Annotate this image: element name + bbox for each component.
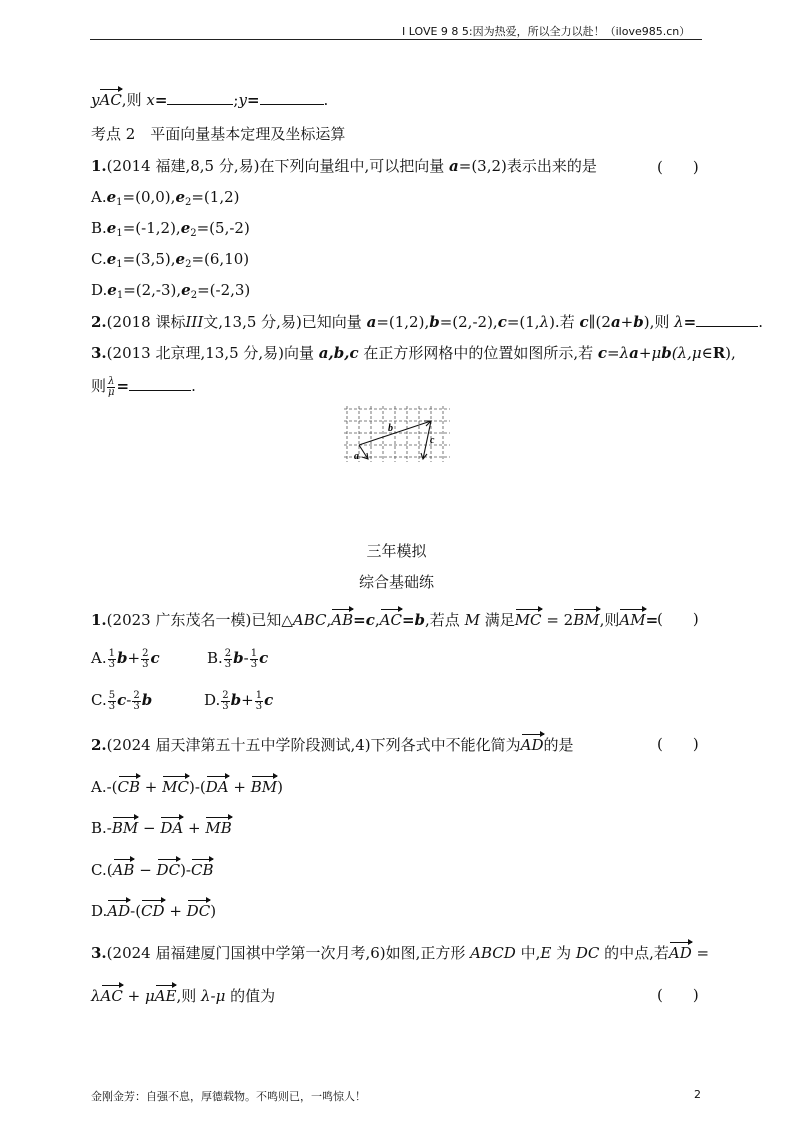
mock-question-3-stem: 3.(2024 届福建厦门国祺中学第一次月考,6)如图,正方形 ABCD 中,E 为 DC 的中点,若AD = [91,941,709,963]
q1-option-d[interactable]: $D.e_1=(2,-3),e_2=(-2,3)$ [91,281,251,301]
label-b: b [388,423,393,434]
vector-ac: AC [99,88,121,110]
page-header: I LOVE 9 8 5:因为热爱，所以全力以赴！（ilove985.cn） [402,25,691,38]
label-a: a [354,451,359,462]
question-3-line-2: 则 $\frac{\lambda}{\mu}$ = . [91,375,196,398]
answer-blank-ratio[interactable] [129,376,191,391]
top-line: yAC,则 x= ;y= . [91,88,328,110]
m2-option-a[interactable]: A.-(CB + MC)-(DA + BM) [91,775,283,797]
label-c: c [430,435,435,446]
question-3-stem: 3.(2013 北京理,13,5 分,易)向量 a,b,c 在正方形网格中的位置如图所示,若 c=λa+μb(λ,μ∈R), [91,344,736,362]
m1-option-b[interactable]: B. $\frac{2}{3}$ b- $\frac{1}{3}$ c [207,647,269,670]
answer-paren[interactable]: ( ) [657,735,699,753]
answer-paren[interactable]: ( ) [657,158,699,176]
m2-option-c[interactable]: C.(AB − DC)-CB [91,858,213,880]
section-subheading: 综合基础练 [358,573,434,591]
m2-option-d[interactable]: D.AD-(CD + DC) [91,899,216,921]
q1-option-a[interactable]: $A.e_1=(0,0),e_2=(1,2)$ [91,188,240,208]
question-2-stem: 2.(2018 课标III文,13,5 分,易)已知向量 a=(1,2),b=(2,-2),c=(1,λ).若 c∥(2a+b),则 λ= . [91,313,764,331]
fraction-lambda-over-mu: $\frac{\lambda}{\mu}$ [108,375,115,398]
grid-lines [344,406,450,462]
m1-option-c[interactable]: C. $\frac{5}{3}$ c- $\frac{2}{3}$ b [91,689,153,712]
answer-blank-x[interactable] [167,90,233,105]
q1-option-b[interactable]: $B.e_1=(-1,2),e_2=(5,-2)$ [91,219,250,239]
answer-blank-lambda[interactable] [696,312,758,327]
mock-question-3-line-2: λAC + μAE,则 λ-μ 的值为 [91,984,275,1006]
mock-question-1-stem: 1.(2023 广东茂名一模)已知△ABC,AB=c,AC=b,若点 M 满足MC = 2BM,则AM= [91,608,658,630]
mock-question-2-stem: 2.(2024 届天津第五十五中学阶段测试,4)下列各式中不能化简为AD的是 [91,733,574,755]
footer-motto: 金刚金芳：自强不息，厚德载物。不鸣则已，一鸣惊人！ [91,1090,366,1103]
page-number: 2 [694,1088,701,1101]
m1-option-d[interactable]: D. $\frac{2}{3}$ b+ $\frac{1}{3}$ c [204,689,274,712]
question-1-stem: 1.(2014 福建,8,5 分,易)在下列向量组中,可以把向量 a=(3,2)表示出来的是 [91,157,597,175]
answer-paren[interactable]: ( ) [657,986,699,1004]
section-heading-three-year: 三年模拟 [366,542,427,560]
m2-option-b[interactable]: B.-BM − DA + MB [91,816,232,838]
q1-option-c[interactable]: $C.e_1=(3,5),e_2=(6,10)$ [91,250,250,270]
header-rule [90,39,702,40]
vector-grid-figure [341,405,453,465]
m1-option-a[interactable]: A. $\frac{1}{3}$ b+ $\frac{2}{3}$ c [91,647,160,670]
answer-paren[interactable]: ( ) [657,610,699,628]
section-title: 考点 2 平面向量基本定理及坐标运算 [91,125,346,143]
answer-blank-y[interactable] [260,90,324,105]
